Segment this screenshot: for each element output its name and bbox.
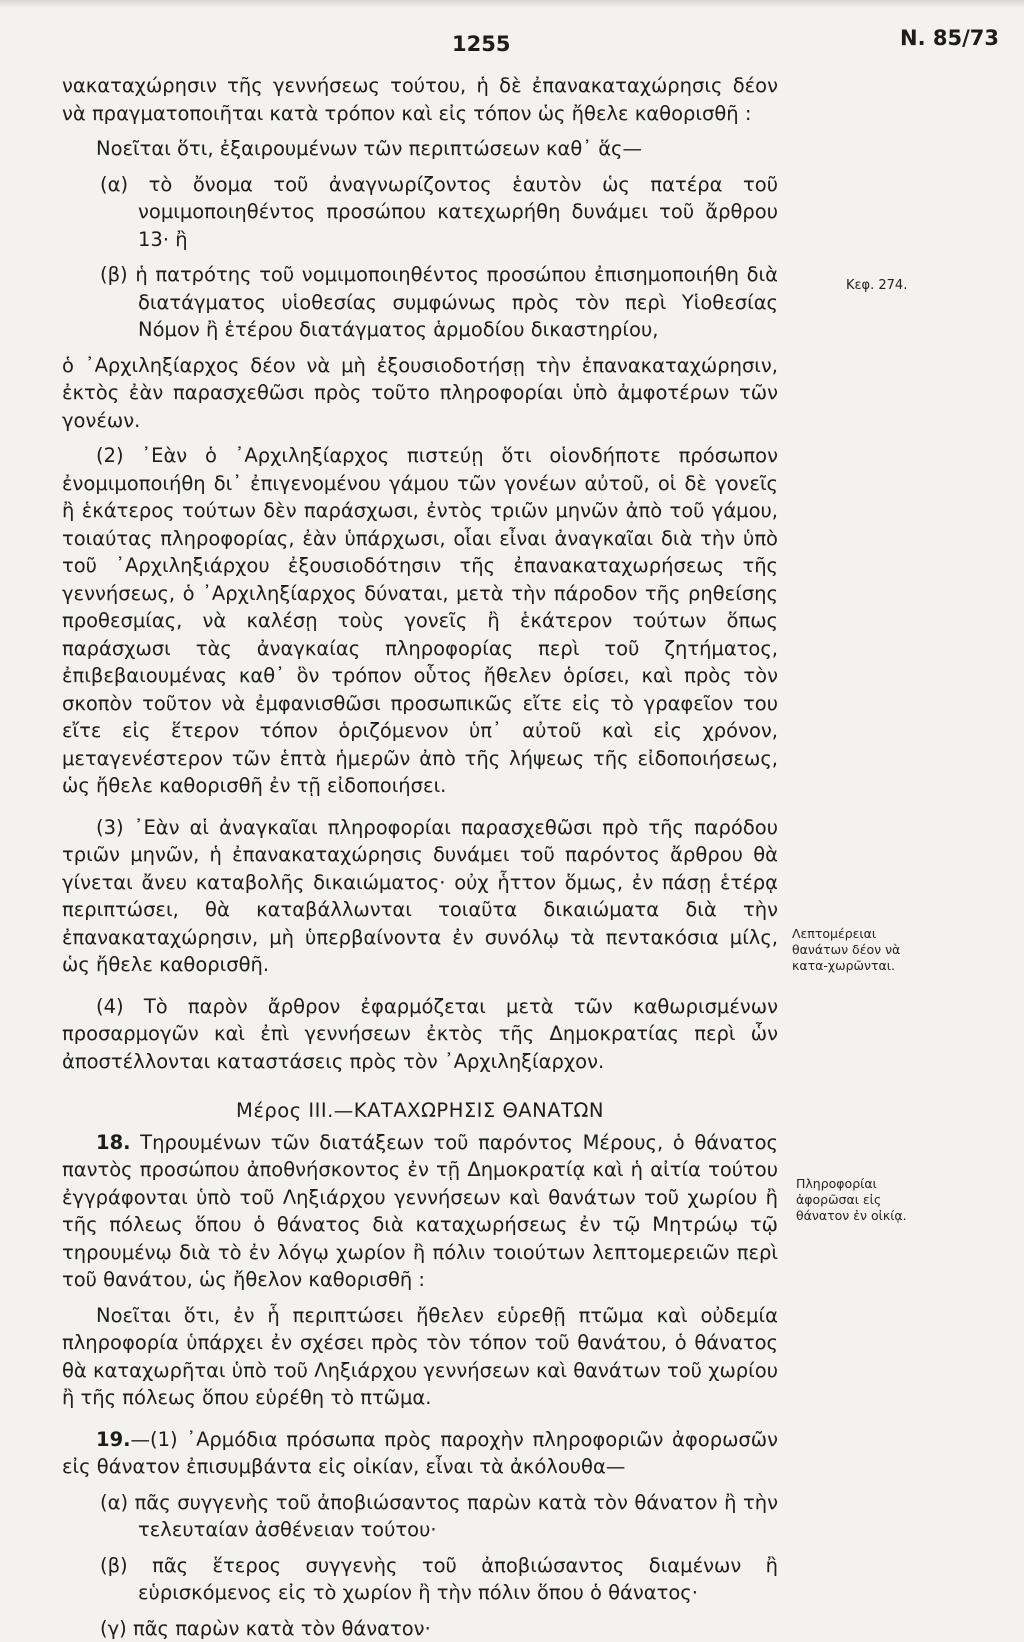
section-19-number: 19. [96,1428,131,1451]
section-19-item-b: (β) πᾶς ἕτερος συγγενὴς τοῦ ἀποβιώσαντος διαμένων ἢ εὑρισκόμενος εἰς τὸ χωρίον ἢ τὴν πόλιν ὅπου ὁ θάνατος· [62,1552,778,1607]
section-19-text: —(1) ᾽Αρμόδια πρόσωπα πρὸς παροχὴν πληροφοριῶν ἀφορωσῶν εἰς θάνατον ἐπισυμβάντα εἰς οἰκίαν, εἶναι τὰ ἀκόλουθα— [62,1428,778,1479]
section-18-proviso: Νοεῖται ὅτι, ἐν ἧ περιπτώσει ἤθελεν εὑρεθῇ πτῶμα καὶ οὐδεμία πληροφορία ὑπάρχει ἐν σχέσει πρὸς τὸν τόπον τοῦ θανάτου, ὁ θάνατος θὰ καταχωρῆται ὑπὸ τοῦ Ληξιάρχου γεννήσεων καὶ θανάτων τοῦ χωρίου ἢ τῆς πόλεως ὅπου εὑρέθη τὸ πτῶμα. [62,1302,778,1412]
list-item-b: (β) ἡ πατρότης τοῦ νομιμοποιηθέντος προσώπου ἐπισημοποιήθη διὰ διατάγματος υἱοθεσίας συμφώνως πρὸς τὸν περὶ Υἱοθεσίας Νόμον ἢ ἑτέρου διατάγματος ἁρμοδίου δικαστηρίου, [62,261,778,344]
section-18-text: Τηρουμένων τῶν διατάξεων τοῦ παρόντος Μέρους, ὁ θάνατος παντὸς προσώπου ἀποθνήσκοντος ἐν τῇ Δημοκρατίᾳ καὶ ἡ αἰτία τούτου ἐγγράφονται ὑπὸ τοῦ Ληξιάρχου γεννήσεων καὶ θανάτων τοῦ χωρίου ἢ τῆς πόλεως ὅπου ὁ θάνατος διὰ καταχωρήσεως ἐν τῷ Μητρώῳ τῷ τηρουμένῳ διὰ τὸ ἐν λόγῳ χωρίον ἢ πόλιν τοιούτων λεπτομερειῶν περὶ τοῦ θανάτου, ὡς ἤθελον καθορισθῆ : [62,1131,778,1292]
margin-note-section-19: Πληροφορίαι ἀφορῶσαι εἰς θάνατον ἐν οἰκίᾳ. [796,1176,908,1224]
law-number: Ν. 85/73 [900,26,999,50]
section-18-number: 18. [96,1131,131,1154]
document-body [62,72,778,1642]
section-19-item-c: (γ) πᾶς παρὼν κατὰ τὸν θάνατον· [62,1615,778,1642]
section-18 [62,1129,778,1294]
section-19 [62,1426,778,1481]
proviso-paragraph: Νοεῖται ὅτι, ἐξαιρουμένων τῶν περιπτώσεων καθ᾽ ἅς— [62,135,778,163]
paragraph-continuation: νακαταχώρησιν τῆς γεννήσεως τούτου, ἡ δὲ ἐπανακαταχώρησις δέον νὰ πραγματοποιῆται κατὰ τρόπον καὶ εἰς τόπον ὡς ἤθελε καθορισθῆ : [62,72,778,127]
subsection-3: (3) ᾽Εὰν αἱ ἀναγκαῖαι πληροφορίαι παρασχεθῶσι πρὸ τῆς παρόδου τριῶν μηνῶν, ἡ ἐπανακαταχώρησις δυνάμει τοῦ παρόντος ἄρθρου θὰ γίνεται ἄνευ καταβολῆς δικαιώματος· οὐχ ἧττον ὅμως, ἐν πάσῃ ἑτέρᾳ περιπτώσει, θὰ καταβάλλωνται τοιαῦτα δικαιώματα διὰ τὴν ἐπανακαταχώρησιν, μὴ ὑπερβαίνοντα ἐν συνόλῳ τὰ πεντακόσια μίλς, ὡς ἤθελε καθορισθῆ. [62,814,778,979]
page-number: 1255 [452,32,510,56]
subsection-2: (2) ᾽Εὰν ὁ ᾽Αρχιληξίαρχος πιστεύῃ ὅτι οἱονδήποτε πρόσωπον ἐνομιμοποιήθη δι᾽ ἐπιγενομένου γάμου τῶν γονέων αὐτοῦ, οἱ δὲ γονεῖς ἢ ἑκάτερος τούτων δὲν παράσχωσι, ἐντὸς τριῶν μηνῶν ἀπὸ τοῦ γάμου, τοιαύτας πληροφορίας, ἐὰν ὑπάρχωσι, οἷαι εἶναι ἀναγκαῖαι διὰ τὴν ὑπὸ τοῦ ᾽Αρχιληξιάρχου ἐξουσιοδότησιν τῆς ἐπανακαταχωρήσεως τῆς γεννήσεως, ὁ ᾽Αρχιληξίαρχος δύναται, μετὰ τὴν πάροδον τῆς ρηθείσης προθεσμίας, νὰ καλέσῃ τοὺς γονεῖς ἢ ἑκάτερον τούτων ὅπως παράσχωσι τὰς ἀναγκαίας πληροφορίας περὶ τοῦ ζητήματος, ἐπιβεβαιουμένας καθ᾽ ὃν τρόπον οὗτος ἤθελεν ὁρίσει, καὶ πρὸς τὸν σκοπὸν τοῦτον νὰ ἐμφανισθῶσι προσωπικῶς εἴτε εἰς τὸ γραφεῖον του εἴτε εἰς ἕτερον τόπον ὁριζόμενον ὑπ᾽ αὐτοῦ καὶ εἰς χρόνον, μεταγενέστερον τῶν ἑπτὰ ἡμερῶν ἀπὸ τῆς λήψεως τῆς εἰδοποιήσεως, ὡς ἤθελε καθορισθῆ ἐν τῇ εἰδοποιήσει. [62,442,778,800]
list-item-a: (α) τὸ ὄνομα τοῦ ἀναγνωρίζοντος ἑαυτὸν ὡς πατέρα τοῦ νομιμοποιηθέντος προσώπου κατεχωρήθη δυνάμει τοῦ ἄρθρου 13· ἢ [62,171,778,254]
scan-edge [0,0,1024,8]
margin-note-chapter-ref: Κεφ. 274. [846,278,907,294]
section-title: Μέρος ΙΙΙ.—ΚΑΤΑΧΩΡΗΣΙΣ ΘΑΝΑΤΩΝ [62,1097,778,1125]
margin-note-section-18: Λεπτομέρειαι θανάτων δέον νὰ κατα-χωρῶνται. [792,926,904,974]
paragraph-registrar: ὁ ᾽Αρχιληξίαρχος δέον νὰ μὴ ἐξουσιοδοτήσῃ τὴν ἐπανακαταχώρησιν, ἐκτὸς ἐὰν παρασχεθῶσι πρὸς τοῦτο πληροφορίαι ὑπὸ ἀμφοτέρων τῶν γονέων. [62,352,778,435]
subsection-4: (4) Τὸ παρὸν ἄρθρον ἐφαρμόζεται μετὰ τῶν καθωρισμένων προσαρμογῶν καὶ ἐπὶ γεννήσεων ἐκτὸς τῆς Δημοκρατίας περὶ ὧν ἀποστέλλονται καταστάσεις πρὸς τὸν ᾽Αρχιληξίαρχον. [62,993,778,1076]
section-19-item-a: (α) πᾶς συγγενὴς τοῦ ἀποβιώσαντος παρὼν κατὰ τὸν θάνατον ἢ τὴν τελευταίαν ἀσθένειαν τούτου· [62,1489,778,1544]
